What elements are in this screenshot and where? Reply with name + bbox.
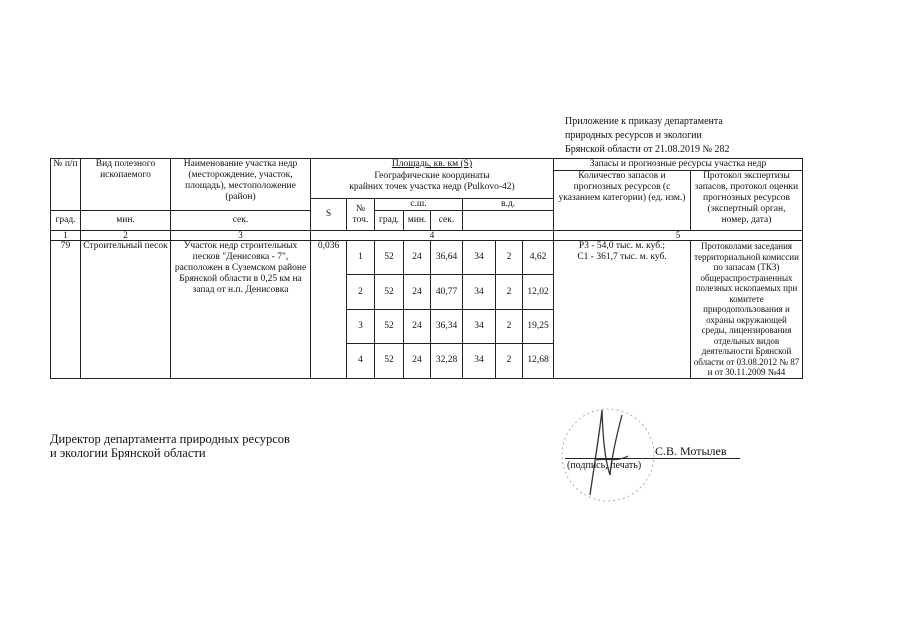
point-4-lon-sec: 12,68	[523, 344, 554, 378]
col-number-3: 3	[171, 231, 311, 241]
header-lon: в.д.	[463, 199, 554, 211]
header-lon-min: мин.	[404, 211, 431, 231]
header-lon-deg: град.	[375, 211, 404, 231]
deposits-table	[50, 158, 803, 379]
signature-line	[565, 458, 740, 459]
header-qty: Количество запасов и прогнозных ресурсов (с указанием категории) (ед. изм.)	[554, 171, 691, 231]
row-type: Строительный песок	[81, 241, 171, 379]
header-lat-min: мин.	[81, 211, 171, 231]
point-3-lat-deg: 52	[375, 309, 404, 343]
point-1-lon-min: 2	[496, 241, 523, 275]
header-s: S	[311, 199, 347, 231]
point-3-lat-sec: 36,34	[431, 309, 463, 343]
point-1-lon-deg: 34	[463, 241, 496, 275]
point-1-lat-deg: 52	[375, 241, 404, 275]
signature-caption: (подпись, печать)	[567, 460, 642, 471]
director-line-1: Директор департамента природных ресурсов	[50, 432, 290, 446]
point-1-lon-sec: 4,62	[523, 241, 554, 275]
header-lat-sec: сек.	[171, 211, 311, 231]
header-area	[311, 159, 554, 171]
row-protocol: Протоколами заседания территориальной комиссии по запасам (ТКЗ) общераспространенных полезных ископаемых при комитете природопользования и охраны окружающей среды, лицензирования отдельных видов деятельности Брянской области от 03.08.2012 № 87 и от 30.11.2009 №44	[691, 241, 803, 379]
row-qty	[554, 241, 691, 379]
col-number-1: 1	[51, 231, 81, 241]
director-line-2: и экологии Брянской области	[50, 446, 206, 460]
point-2-n: 2	[347, 275, 375, 309]
header-name: Наименование участка недр (месторождение, участок, площадь), местоположение (район)	[171, 159, 311, 211]
point-1-lat-sec: 36,64	[431, 241, 463, 275]
signer-name: С.В. Мотылев	[655, 444, 727, 458]
point-2-lon-min: 2	[496, 275, 523, 309]
point-4-lat-sec: 32,28	[431, 344, 463, 378]
header-type: Вид полезного ископаемого	[81, 159, 171, 211]
row-num: 79	[51, 241, 81, 379]
point-1-lat-min: 24	[404, 241, 431, 275]
header-points: крайних точек участка недр (Pulkovo-42)	[349, 181, 515, 192]
point-3-lon-min: 2	[496, 309, 523, 343]
point-2-lon-sec: 12,02	[523, 275, 554, 309]
header-lat: с.ш.	[375, 199, 463, 211]
header-lat-deg: град.	[51, 211, 81, 231]
point-2-lat-deg: 52	[375, 275, 404, 309]
point-1-n: 1	[347, 241, 375, 275]
stamp-ring	[562, 409, 654, 501]
appendix-line-1: Приложение к приказу департамента	[565, 116, 723, 127]
handwritten-signature	[540, 400, 670, 510]
row-s: 0,036	[311, 241, 347, 379]
header-area-title: Площадь, кв. км (S)	[391, 159, 473, 169]
header-pt: № точ.	[347, 199, 375, 231]
point-2-lat-sec: 40,77	[431, 275, 463, 309]
header-protocol: Протокол экспертизы запасов, протокол оценки прогнозных ресурсов (экспертный орган, номер, дата)	[691, 171, 803, 231]
point-4-lon-min: 2	[496, 344, 523, 378]
point-2-lon-deg: 34	[463, 275, 496, 309]
signature-stroke	[590, 410, 628, 495]
point-4-lat-min: 24	[404, 344, 431, 378]
point-4-lon-deg: 34	[463, 344, 496, 378]
appendix-header	[565, 115, 730, 157]
row-qty-line-1: Р3 - 54,0 тыс. м. куб.;	[578, 241, 666, 251]
header-reserves: Запасы и прогнозные ресурсы участка недр	[554, 159, 803, 171]
col-number-5: 5	[554, 231, 803, 241]
appendix-line-3: Брянской области от 21.08.2019 № 282	[565, 144, 730, 155]
col-number-2: 2	[81, 231, 171, 241]
point-4-n: 4	[347, 344, 375, 378]
row-name: Участок недр строительных песков "Денисовка - 7", расположен в Суземском районе Брянской области в 0,25 км на запад от н.п. Денисовка	[171, 241, 311, 379]
row-qty-line-2: С1 - 361,7 тыс. м. куб.	[577, 252, 667, 262]
point-2-lat-min: 24	[404, 275, 431, 309]
point-4-lat-deg: 52	[375, 344, 404, 378]
point-3-lat-min: 24	[404, 309, 431, 343]
appendix-line-2: природных ресурсов и экологии	[565, 130, 702, 141]
col-number-4: 4	[311, 231, 554, 241]
director-block	[50, 432, 290, 460]
point-3-lon-deg: 34	[463, 309, 496, 343]
header-num: № п/п	[51, 159, 81, 211]
header-lon-sec: сек.	[431, 211, 463, 231]
point-3-lon-sec: 19,25	[523, 309, 554, 343]
header-coords	[311, 171, 554, 199]
point-3-n: 3	[347, 309, 375, 343]
table-row	[51, 241, 803, 275]
header-geo: Географические координаты	[374, 170, 490, 181]
